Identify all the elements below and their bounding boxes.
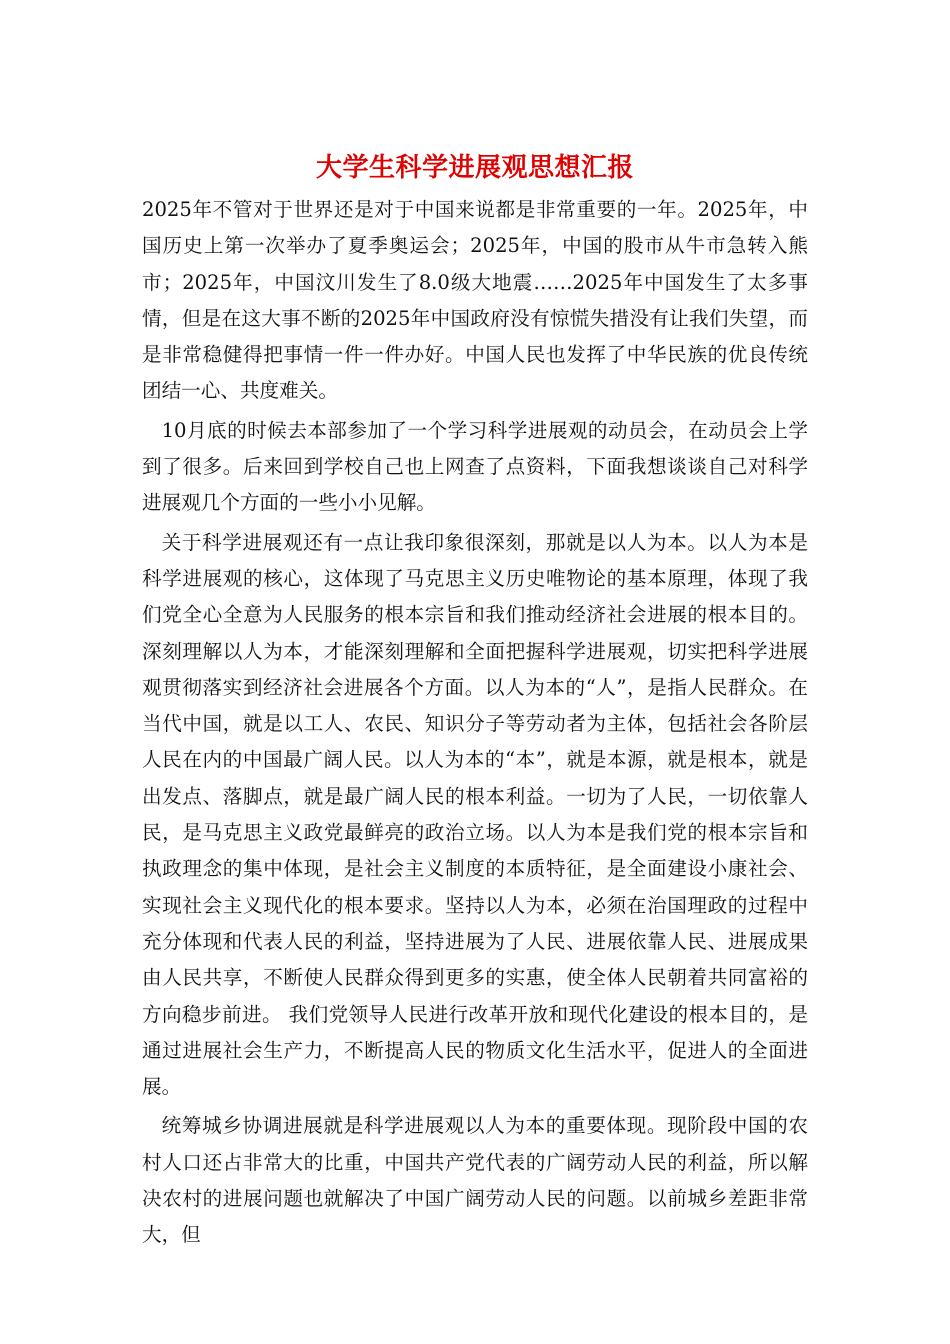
document-body [142, 192, 808, 1257]
document-title: 大学生科学进展观思想汇报 [315, 153, 634, 183]
paragraph-4: 统筹城乡协调进展就是科学进展观以人为本的重要体现。现阶段中国的农村人口还占非常大的比重，中国共产党代表的广阔劳动人民的利益，所以解决农村的进展问题也就解决了中国广阔劳动人民的问题。以前城乡差距非常大，但 [142, 1114, 808, 1247]
paragraph-3: 关于科学进展观还有一点让我印象很深刻，那就是以人为本。以人为本是科学进展观的核心，这体现了马克思主义历史唯物论的基本原理，体现了我们党全心全意为人民服务的根本宗旨和我们推动经济社会进展的根本目的。深刻理解以人为本，才能深刻理解和全面把握科学进展观，切实把科学进展观贯彻落实到经济社会进展各个方面。以人为本的“人”，是指人民群众。在当代中国，就是以工人、农民、知识分子等劳动者为主体，包括社会各阶层人民在内的中国最广阔人民。以人为本的“本”，就是本源，就是根本，就是出发点、落脚点，就是最广阔人民的根本利益。一切为了人民，一切依靠人民，是马克思主义政党最鲜亮的政治立场。以人为本是我们党的根本宗旨和执政理念的集中体现，是社会主义制度的本质特征，是全面建设小康社会、实现社会主义现代化的根本要求。坚持以人为本，必须在治国理政的过程中充分体现和代表人民的利益，坚持进展为了人民、进展依靠人民、进展成果由人民共享，不断使人民群众得到更多的实惠，使全体人民朝着共同富裕的方向稳步前进。 我们党领导人民进行改革开放和现代化建设的根本目的，是通过进展社会生产力，不断提高人民的物质文化生活水平，促进人的全面进展。 [142, 530, 808, 1099]
paragraph-1: 2025年不管对于世界还是对于中国来说都是非常重要的一年。2025年，中国历史上第一次举办了夏季奥运会；2025年，中国的股市从牛市急转入熊市；2025年，中国汶川发生了8.0级大地震……2025年中国发生了太多事情，但是在这大事不断的2025年中国政府没有惊慌失措没有让我们失望，而是非常稳健得把事情一件一件办好。中国人民也发挥了中华民族的优良传统团结一心、共度难关。 [142, 198, 808, 403]
paragraph-2: 10月底的时候去本部参加了一个学习科学进展观的动员会，在动员会上学到了很多。后来回到学校自己也上网查了点资料，下面我想谈谈自己对科学进展观几个方面的一些小小见解。 [142, 418, 808, 515]
